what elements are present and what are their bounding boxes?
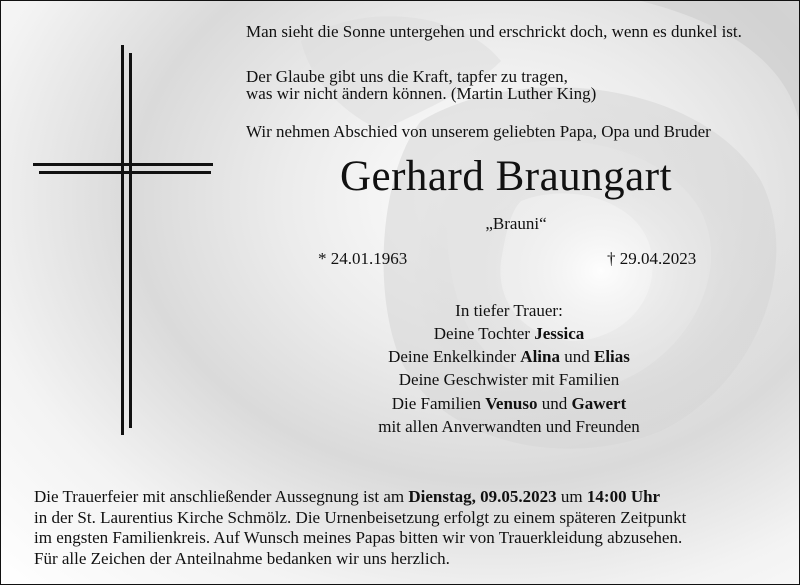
notice-line-2: in der St. Laurentius Kirche Schmölz. Die Urnenbeisetzung erfolgt zu einem späteren Zeitpunkt bbox=[34, 507, 687, 527]
notice-line-4: Für alle Zeichen der Anteilnahme bedanken wir uns herzlich. bbox=[34, 548, 450, 568]
mourner-siblings: Deine Geschwister mit Familien bbox=[398, 370, 620, 389]
quote-line-2: Der Glaube gibt uns die Kraft, tapfer zu tragen, bbox=[246, 67, 568, 86]
nickname: „Brauni“ bbox=[485, 214, 547, 233]
mourner-families: Die Familien Venuso und Gawert bbox=[391, 394, 627, 413]
deceased-name: Gerhard Braungart bbox=[339, 153, 673, 200]
mourner-daughter: Deine Tochter Jessica bbox=[433, 324, 585, 343]
mourners-heading: In tiefer Trauer: bbox=[455, 301, 563, 320]
notice-line-1: Die Trauerfeier mit anschließender Aussegnung ist am Dienstag, 09.05.2023 um 14:00 Uhr bbox=[34, 487, 661, 506]
mourner-relatives: mit allen Anverwandten und Freunden bbox=[378, 417, 640, 436]
mourner-grandchildren: Deine Enkelkinder Alina und Elias bbox=[388, 347, 630, 366]
intro-text: Wir nehmen Abschied von unserem geliebten Papa, Opa und Bruder bbox=[246, 122, 711, 141]
death-date: † 29.04.2023 bbox=[607, 249, 697, 268]
quote-line-1: Man sieht die Sonne untergehen und erschrickt doch, wenn es dunkel ist. bbox=[246, 22, 742, 41]
quote-line-3: was wir nicht ändern können. (Martin Luther King) bbox=[246, 84, 597, 103]
funeral-notice bbox=[34, 487, 686, 569]
cross-icon bbox=[29, 45, 219, 435]
notice-line-3: im engsten Familienkreis. Auf Wunsch meines Papas bitten wir von Trauerkleidung abzusehen. bbox=[34, 528, 683, 547]
birth-date: * 24.01.1963 bbox=[318, 249, 408, 268]
